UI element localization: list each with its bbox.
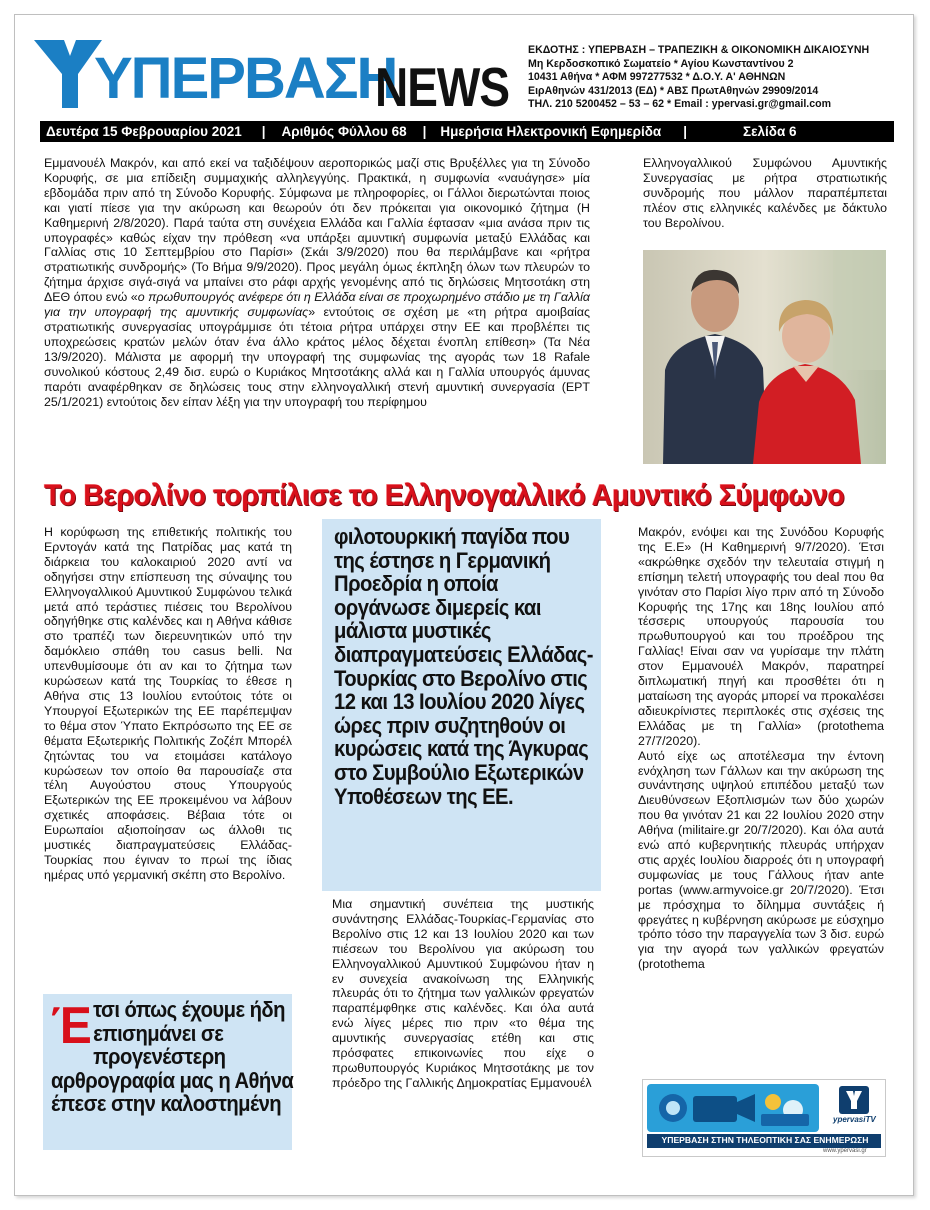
- issue-number: Αριθμός Φύλλου 68: [281, 124, 407, 139]
- upsilon-logo-icon: [34, 40, 102, 108]
- pull-quote-left: [43, 994, 292, 1150]
- pull-quote-center: [322, 519, 601, 891]
- masthead-logo: [30, 40, 509, 118]
- bar-separator: |: [683, 124, 687, 139]
- publisher-line: ΕΚΔΟΤΗΣ : ΥΠΕΡΒΑΣΗ – ΤΡΑΠΕΖΙΚΗ & ΟΙΚΟΝΟΜΙΚΗ ΔΙΚΑΙΟΣΥΝΗ: [528, 44, 870, 56]
- ypervasi-tv-ad[interactable]: [642, 1079, 886, 1157]
- article-text: Μακρόν, ενόψει και της Συνόδου Κορυφής της Ε.Ε» (Η Καθημερινή 9/7/2020). Έτσι «ακρώθηκε σχεδόν την τελευταία στιγμή η επίσημη τελετή υπογραφής του deal που θα γινόταν στο Παρίσι λίγο πριν από τη Σύνοδο Κορυφής της 17ης και 18ης Ιουλίου από τέσσερις υπουργούς παρουσία του πρωθυπουργού και του προέδρου της Γαλλίας! Είναι σαν να γυρίσαμε την πλάτη στον Εμμανουέλ Μακρόν, παρατηρεί διπλωματική πηγή και προσθέτει ότι η ματαίωση της αγοράς μπορεί να προκαλέσει αδιευκρίνιστες περιπλοκές στις σχέσεις της Ελλάδας με τη Γαλλία» (protothema 27/7/2020).: [638, 525, 884, 748]
- page-number: Σελίδα 6: [742, 124, 797, 139]
- article-text: Εμμανουέλ Μακρόν, και από εκεί να ταξιδέψουν αεροπορικώς μαζί στις Βρυξέλλες για τη Σύνοδο Κορυφής, σε μια επίδειξη συμμαχικής αλληλεγγύης. Πρακτικά, η συμφωνία «ναυάγησε» μία εβδομάδα πριν από τη Σύνοδο Κορυφής. Σύμφωνα με πληροφορίες, οι Γάλλοι διερωτώνται ποιος και γιατί πίεσε για την ακύρωση και θεωρούν ότι δεν πρόκειται για οικονομικό ζήτημα (Η Καθημερινή 2/8/2020). Παρά ταύτα στη συνέχεια Ελλάδα και Γαλλία έφτασαν «μια ανάσα πριν τις υπογραφές» καθώς είχαν την πρόθεση «να υπάρξει αμυντική συμφωνία μεταξύ Ελλάδας και Γαλλίας στις 10 Σεπτεμβρίου στο Παρίσι» (Σκάι 3/9/2020) που θα περιλάμβανε και «ρήτρα στρατιωτικής συνδρομής» (Το Βήμα 9/9/2020). Προς μεγάλη όμως έκπληξη όλων των πλευρών το ζήτημα άρχισε σιγά-σιγά να μπαίνει στο ράφι αρχής γενομένης από τις δηλώσεις Μητσοτάκη στη ΔΕΘ όπου ενώ «: [44, 156, 590, 305]
- publisher-line: 10431 Αθήνα * ΑΦΜ 997277532 * Δ.Ο.Υ. Α' ΑΘΗΝΩΝ: [528, 71, 786, 84]
- logo-main-text: ΥΠΕΡΒΑΣΗ: [94, 46, 397, 111]
- column-right: [638, 525, 884, 972]
- publisher-line: Μη Κερδοσκοπικό Σωματείο * Αγίου Κωνσταντίνου 2: [528, 57, 794, 70]
- news-photo: [643, 250, 886, 464]
- photo-illustration: [643, 250, 886, 464]
- column-left: [44, 525, 292, 883]
- publisher-line: ΕιρΑθηνών 431/2013 (ΕΔ) * ΑΒΣ ΠρωτΑθηνών 29909/2014: [528, 84, 819, 97]
- article-text: Η κορύφωση της επιθετικής πολιτικής του Ερντογάν κατά της Πατρίδας μας κατά τη διάρκεια του καλοκαιριού 2020 αντί να οδηγήσει στην επίσπευση της σύναψης του Ελληνογαλλικού Αμυντικού Συμφώνου τελικά μετά από τεράστιες πιέσεις του Βερολίνου οδηγήθηκε στις καλένδες και η Αθήνα κάθισε στο τραπέζι των διερευνητικών υπό την δαμόκλειο σπάθη του casus belli. Να υπενθυμίσουμε ότι αν και το ζήτημα των κυρώσεων κατά της Τουρκίας το έθεσε η Αθήνα στις 13 Ιουλίου εντούτοις τότε οι Υπουργοί Εξωτερικών της ΕΕ παρέπεμψαν το θέμα στον Ύπατο Εκπρόσωπο της ΕΕ σε θέματα Εξωτερικής Πολιτικής Ζοζέπ Μπορέλ ζητώντας του να ετοιμάσει κατάλογο κυρώσεων τον οποίο θα παρουσίαζε στα τέλη Αυγούστου στους Υπουργούς Εξωτερικών της ΕΕ προκειμένου να λάβουν σχετικές αποφάσεις. Βέβαια τότε οι Ευρωπαίοι αξιοποίησαν ως άλλοθι τις μυστικές διαπραγματεύσεις Ελλάδας-Τουρκίας που έγιναν το πρωί της ίδιας ημέρας υπό γερμανική σκέπη στο Βερολίνο.: [44, 525, 292, 882]
- publisher-contact: ΤΗΛ. 210 5200452 – 53 – 62 * Email : ypervasi.gr@gmail.com: [528, 98, 832, 111]
- pull-quote-text: [51, 998, 294, 1116]
- article-quote: ο πρωθυπουργός ανέφερε ότι η Ελλάδα είναι σε προχωρημένο στάδιο με τη Γαλλία για την υπογραφή της αμυντικής συμφωνίας: [44, 290, 590, 320]
- issue-date: Δευτέρα 15 Φεβρουαρίου 2021: [46, 124, 242, 139]
- article-headline: Το Βερολίνο τορπίλισε το Ελληνογαλλικό Αμυντικό Σύμφωνο: [44, 479, 845, 512]
- article-text: Μια σημαντική συνέπεια της μυστικής συνάντησης Ελλάδας-Τουρκίας-Γερμανίας στο Βερολίνο στις 12 και 13 Ιουλίου 2020 και των πιέσεων του Βερολίνου για ακύρωση του Ελληνογαλλικού Αμυντικού Συμφώνου ήταν η εν συνεχεία ανακοίνωση της Ελληνικής πλευράς ότι το ζήτημα των γαλλικών φρεγατών παραπέμφθηκε στις καλένδες. Και όλα αυτά ενώ λίγες μέρες πιο πριν «το θέμα της αμυντικής συνεργασίας ετέθη και στις πρόσφατες επικοινωνίες που είχε ο πρωθυπουργός Κυριάκος Μητσοτάκης με τον πρόεδρο της Γαλλικής Δημοκρατίας Εμμανουέλ: [332, 897, 594, 1090]
- ad-brand: ypervasiTV: [833, 1115, 876, 1124]
- publisher-info: [528, 44, 908, 112]
- article-continuation-text: [44, 156, 590, 409]
- article-text: Ελληνογαλλικού Συμφώνου Αμυντικής Συνεργασίας με ρήτρα στρατιωτικής συνδρομής που μάλλον παραπέμπεται πλέον στις ελληνικές καλένδες με δάκτυλο του Βερολίνου.: [643, 156, 887, 230]
- pull-quote-text: φιλοτουρκική παγίδα που της έστησε η Γερμανική Προεδρία η οποία οργάνωσε διμερείς και μάλιστα μυστικές διαπραγματεύσεις Ελλάδας-Τουρκίας στο Βερολίνο στις 12 και 13 Ιουλίου 2020 λίγες ώρες πριν συζητηθούν οι κυρώσεις κατά της Άγκυρας στο Συμβούλιο Εξωτερικών Υποθέσεων της ΕΕ.: [334, 524, 593, 809]
- ad-caption: ΥΠΕΡΒΑΣΗ ΣΤΗΝ ΤΗΛΕΟΠΤΙΚΗ ΣΑΣ ΕΝΗΜΕΡΩΣΗ: [661, 1135, 869, 1145]
- logo-news-text: NEWS: [375, 56, 509, 118]
- bar-separator: |: [261, 124, 266, 139]
- issue-bar: [40, 121, 894, 142]
- article-right-column: [643, 156, 887, 231]
- bar-separator: |: [422, 124, 427, 139]
- article-text: » εντούτοις σε σχέση με «τη ρήτρα αμοιβαίας στρατιωτικής συνεργασίας υπογράμμισε ότι τέτοια ρήτρα υπάρχει στην ΕΕ και προβλέπει τις υποχρεώσεις κρατών μελών όταν ένα άλλο κράτος μέλος δέχεται ένοπλη επίθεση» (Τα Νέα 13/9/2020). Μάλιστα με αφορμή την υπογραφή της συμφωνίας της αγοράς των 18 Rafale συνολικού κόστους 2,49 δισ. ευρώ ο Κυριάκος Μητσοτάκης αλλά και η Γαλλία υπουργός άμυνας παρότι αναφέρθηκαν σε δηλώσεις τους στην ελληνογαλλική στενή αμυντική συνεργασία (ΕΡΤ 25/1/2021) εντούτοις δεν είπαν λέξη για την υπογραφή του περίφημου: [44, 305, 590, 409]
- publication-type: Ημερήσια Ηλεκτρονική Εφημερίδα: [440, 124, 662, 139]
- article-text: Αυτό είχε ως αποτέλεσμα την έντονη ενόχληση των Γάλλων και την ακύρωση της συνάντησης υψηλού επιπέδου μεταξύ των Διευθύνσεων Εξοπλισμών των δύο χωρών που θα γινόταν 21 και 22 Ιουλίου 2020 στην Αθήνα (militaire.gr 20/7/2020). Και όλα αυτά ενώ από κυβερνητικής πλευράς υπήρχαν στις αρχές Ιουλίου διαρροές ότι η υπογραφή συμφωνίας με τους Γάλλους ήταν ante portas (www.armyvoice.gr 20/7/2020). Έτσι με πρόσχημα το δίλημμα συντάξεις ή φρεγάτες η κυβέρνηση ακύρωσε με εύσχημο τρόπο τόσο την παραγγελία των 3 δισ. ευρώ για την αγορά των γαλλικών φρεγατών (protothema: [638, 748, 884, 972]
- pull-quote-body: τσι όπως έχουμε ήδη επισημάνει σε προγενέστερη αρθρογραφία μας η Αθήνα έπεσε στην καλοστημένη: [51, 997, 294, 1117]
- ad-url: www.ypervasi.gr: [823, 1148, 867, 1154]
- column-center: [332, 897, 594, 1091]
- dropcap: Έ: [51, 997, 92, 1055]
